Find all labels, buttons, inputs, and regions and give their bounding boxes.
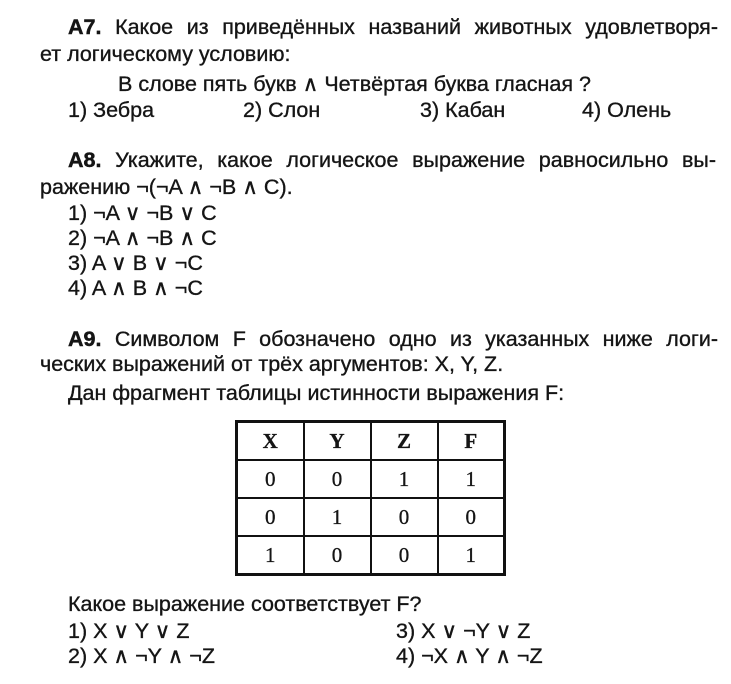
a7-number: A7. — [68, 15, 102, 39]
a7-option-1: 1) Зебра — [68, 98, 155, 122]
table-cell: 1 — [438, 536, 505, 575]
a9-option-2: 2) X ∧ ¬Y ∧ ¬Z — [68, 644, 215, 668]
header-f: F — [438, 422, 505, 461]
a7-option-3: 3) Кабан — [420, 98, 506, 122]
a9-text-line-2: ческих выражений от трёх аргументов: X, Y, Z. — [40, 352, 504, 376]
table-cell: 0 — [237, 460, 304, 498]
a9-number: A9. — [68, 327, 102, 351]
table-cell: 0 — [304, 536, 371, 575]
table-cell: 1 — [371, 460, 438, 498]
a8-option-1: 1) ¬A ∨ ¬B ∨ C — [68, 201, 217, 225]
table-header-row — [237, 422, 505, 461]
header-y: Y — [304, 422, 371, 461]
table-cell: 0 — [304, 460, 371, 498]
a8-option-2: 2) ¬A ∧ ¬B ∧ C — [68, 226, 217, 250]
table-row — [237, 460, 505, 498]
table-cell: 0 — [371, 536, 438, 575]
table-cell: 1 — [438, 460, 505, 498]
table-cell: 0 — [237, 498, 304, 536]
table-cell: 1 — [304, 498, 371, 536]
header-x: X — [237, 422, 304, 461]
a8-first-line — [68, 148, 716, 173]
a9-first-line — [68, 327, 718, 352]
a9-text-line-1: Символом F обозначено одно из указанных ниже логи- — [114, 327, 718, 351]
a8-option-4: 4) A ∧ B ∧ ¬C — [68, 276, 203, 300]
a7-option-4: 4) Олень — [582, 98, 672, 122]
table-row — [237, 498, 505, 536]
a7-text-line-2: ет логическому условию: — [40, 42, 291, 66]
a7-condition: В слове пять букв ∧ Четвёртая буква гласная ? — [118, 72, 591, 96]
table-cell: 0 — [438, 498, 505, 536]
table-row — [237, 536, 505, 575]
a9-option-3: 3) X ∨ ¬Y ∨ Z — [396, 619, 531, 643]
truth-table — [235, 420, 506, 576]
a8-option-3: 3) A ∨ B ∨ ¬C — [68, 251, 203, 275]
table-cell: 0 — [371, 498, 438, 536]
a8-number: A8. — [68, 148, 102, 172]
a8-text-line-1: Укажите, какое логическое выражение равносильно вы- — [115, 148, 716, 172]
a9-option-4: 4) ¬X ∧ Y ∧ ¬Z — [396, 644, 543, 668]
a9-option-1: 1) X ∨ Y ∨ Z — [68, 619, 190, 643]
a7-text-line-1: Какое из приведённых названий животных удовлетворя- — [115, 15, 718, 39]
a9-text-line-3: Дан фрагмент таблицы истинности выражения F: — [68, 381, 565, 405]
a7-first-line — [68, 15, 718, 40]
a9-question: Какое выражение соответствует F? — [68, 592, 422, 616]
header-z: Z — [371, 422, 438, 461]
a8-text-line-2: ражению ¬(¬A ∧ ¬B ∧ C). — [40, 175, 293, 199]
table-cell: 1 — [237, 536, 304, 575]
a7-option-2: 2) Слон — [243, 98, 321, 122]
